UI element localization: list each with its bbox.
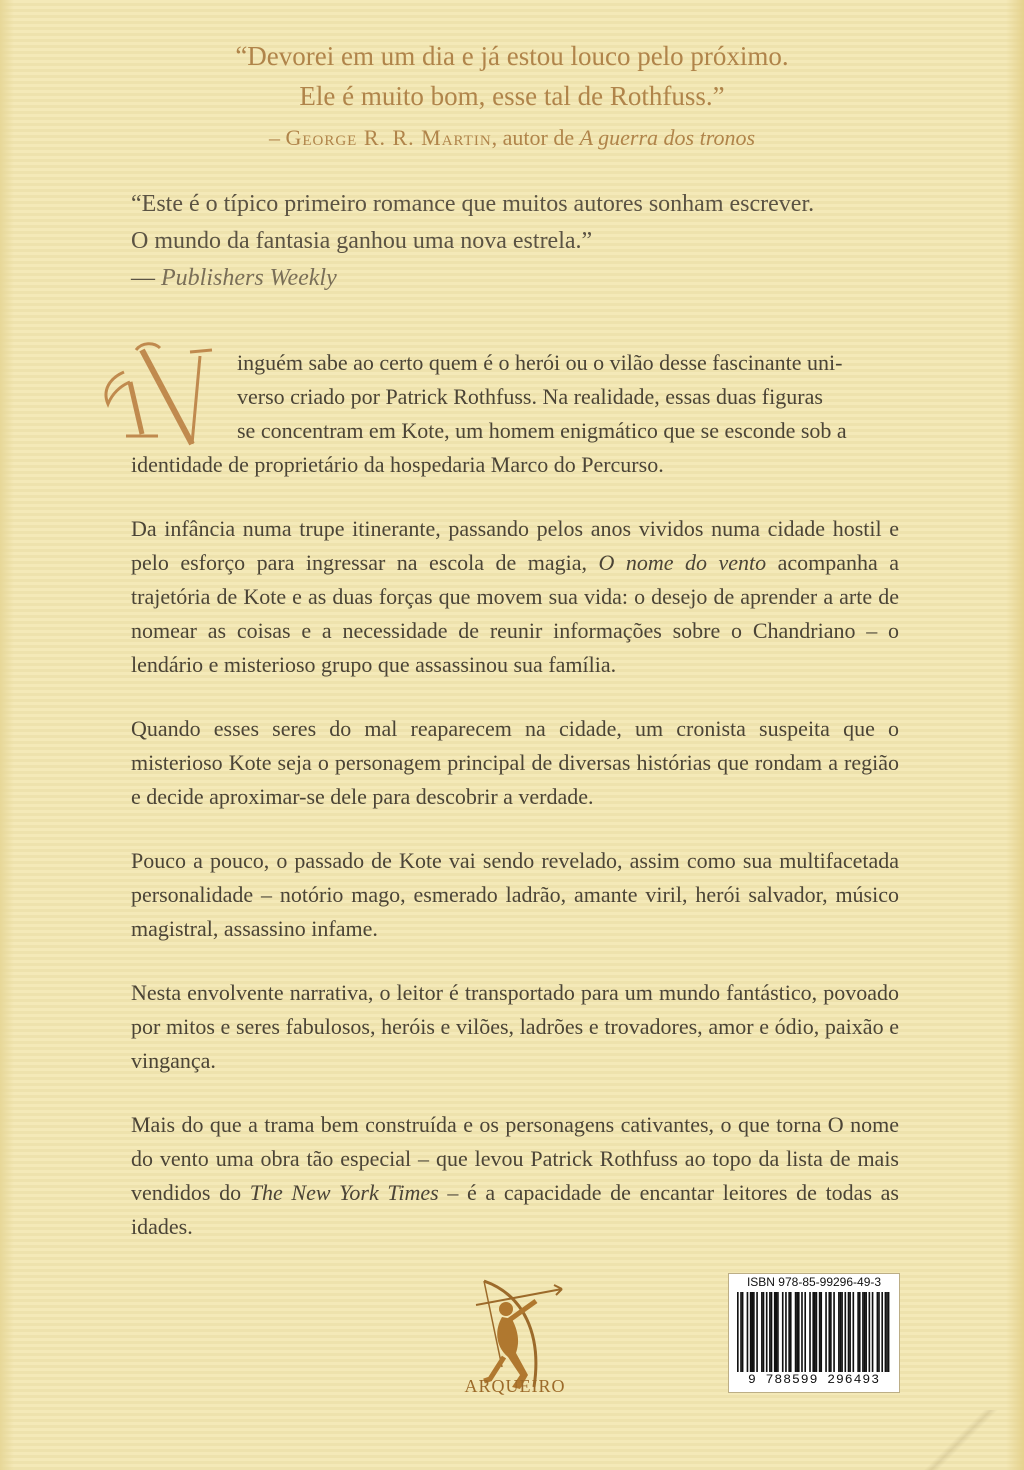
barcode-bar (830, 1292, 832, 1372)
barcode-bar (885, 1292, 887, 1372)
attribution-mid: , autor de (491, 125, 580, 150)
p1-rest: identidade de proprietário da hospedaria Marco do Percurso. (131, 452, 664, 477)
barcode-bar (788, 1292, 790, 1372)
barcode-bar (798, 1292, 800, 1372)
synopsis-paragraph-2 (131, 512, 899, 682)
quote-pw-line2: O mundo da fantasia ganhou uma nova estrela.” (131, 228, 593, 254)
barcode-bar (766, 1292, 768, 1372)
barcode-bar (848, 1292, 850, 1372)
barcode-bar (769, 1292, 771, 1372)
barcode-bar (776, 1292, 778, 1372)
p2-title: O nome do vento (598, 550, 767, 575)
barcode-bar (838, 1292, 840, 1372)
barcode-bar (771, 1292, 773, 1372)
p6-before: Mais do que a trama bem construída e os personagens cativantes, o que torna O nome do vento uma obra tão especial – que levou Patrick Rothfuss ao topo da lista de mais vendidos do (131, 1112, 899, 1205)
barcode-bar (790, 1292, 792, 1372)
p2-after: acompanha a trajetória de Kote e as duas forças que movem sua vida: o desejo de aprender a arte de nomear as coisas e a necessidade de reunir informações sobre o Chandriano – o lendário e misterioso grupo que assassinou sua família. (131, 550, 900, 677)
barcode-bar (801, 1292, 803, 1372)
barcode-bar (809, 1292, 811, 1372)
quote-pw-source: Publishers Weekly (161, 265, 337, 291)
synopsis-paragraph-4: Pouco a pouco, o passado de Kote vai sendo revelado, assim como sua multifacetada personalidade – notório mago, esmerado ladrão, amante viril, herói salvador, músico magistral, assassino infame. (131, 848, 899, 941)
barcode-bar (763, 1292, 765, 1372)
attribution-name: George R. R. Martin (285, 125, 492, 150)
barcode-bar (812, 1292, 814, 1372)
publisher-name: ARQUEIRO (464, 1376, 566, 1396)
synopsis-paragraph-3: Quando esses seres do mal reaparecem na cidade, um cronista suspeita que o misterioso Kote seja o personagem principal de diversas histórias que rondam a região e decide aproximar-se dele para descobrir a verdade. (131, 716, 899, 809)
barcode-bar (853, 1292, 855, 1372)
quote-martin-attribution (0, 116, 1024, 160)
barcode-bar (785, 1292, 787, 1372)
barcode-bar (814, 1292, 816, 1372)
barcode-bar (872, 1292, 874, 1372)
barcode-bar (833, 1292, 835, 1372)
barcode-bar (881, 1292, 883, 1372)
isbn-label: ISBN 978-85-99296-49-3 (746, 1275, 882, 1289)
p1-line2: verso criado por Patrick Rothfuss. Na realidade, essas duas figuras (237, 384, 823, 409)
quote-martin-line2: Ele é muito bom, esse tal de Rothfuss.” (299, 81, 725, 111)
quote-pw-source-line (131, 260, 911, 297)
barcode-bar (816, 1292, 818, 1372)
isbn-digits: 9 788599 296493 (747, 1372, 881, 1387)
barcode-bar (795, 1292, 797, 1372)
barcode-bar (777, 1292, 779, 1372)
barcode-bar (750, 1292, 752, 1372)
barcode-bar (886, 1292, 888, 1372)
barcode-bar (878, 1292, 880, 1372)
attribution-dash: – (268, 125, 286, 150)
barcode-bars (737, 1292, 891, 1372)
barcode-bar (857, 1292, 859, 1372)
quote-martin-line1: “Devorei em um dia e já estou louco pelo próximo. (235, 41, 789, 71)
cover-right-edge (1006, 0, 1024, 1470)
p6-title: The New York Times (249, 1180, 439, 1205)
barcode-bar (869, 1292, 871, 1372)
barcode-bar (774, 1292, 776, 1372)
synopsis-paragraph-6 (131, 1108, 899, 1244)
isbn-barcode (728, 1273, 900, 1393)
barcode-bar (742, 1292, 744, 1372)
barcode-bar (819, 1292, 821, 1372)
barcode-bar (796, 1292, 798, 1372)
barcode-bar (782, 1292, 784, 1372)
barcode-bar (862, 1292, 864, 1372)
barcode-bar (804, 1292, 806, 1372)
barcode-bar (849, 1292, 851, 1372)
barcode-bar (820, 1292, 822, 1372)
quote-pw-dash: — (131, 265, 161, 291)
cover-left-edge (0, 0, 14, 1470)
p6-after: – é a capacidade de encantar leitores de todas as idades. (131, 1180, 899, 1239)
synopsis-paragraph-5: Nesta envolvente narrativa, o leitor é transportado para um mundo fantástico, povoado por mitos e seres fabulosos, heróis e vilões, ladrões e trovadores, amor e ódio, paixão e vingança. (131, 980, 899, 1073)
p2-before: Da infância numa trupe itinerante, passando pelos anos vividos numa cidade hostil e pelo esforço para ingressar na escola de magia, (131, 516, 899, 575)
barcode-bar (747, 1292, 749, 1372)
barcode-bar (840, 1292, 842, 1372)
barcode-bar (737, 1292, 739, 1372)
barcode-bar (865, 1292, 867, 1372)
attribution-work: A guerra dos tronos (579, 125, 756, 150)
synopsis-paragraph-1 (131, 346, 899, 482)
barcode-bar (825, 1292, 827, 1372)
quote-george-martin (0, 36, 1024, 160)
barcode-bar (859, 1292, 861, 1372)
barcode-bar (740, 1292, 742, 1372)
cover-corner-wear (916, 1410, 1006, 1470)
barcode-bar (761, 1292, 763, 1372)
synopsis (131, 346, 899, 1274)
barcode-bar (864, 1292, 866, 1372)
quote-publishers-weekly (131, 186, 911, 297)
barcode-bar (844, 1292, 846, 1372)
barcode-bar (751, 1292, 753, 1372)
barcode-bar (841, 1292, 843, 1372)
p1-line1: inguém sabe ao certo quem é o herói ou o vilão desse fascinante uni- (237, 350, 843, 375)
barcode-bar (877, 1292, 879, 1372)
quote-pw-line1: “Este é o típico primeiro romance que muitos autores sonham escrever. (131, 191, 815, 217)
p1-line3: se concentram em Kote, um homem enigmático que se esconde sob a (237, 418, 847, 443)
barcode-bar (756, 1292, 758, 1372)
barcode-bar (888, 1292, 890, 1372)
barcode-bar (828, 1292, 830, 1372)
barcode-bar (753, 1292, 755, 1372)
